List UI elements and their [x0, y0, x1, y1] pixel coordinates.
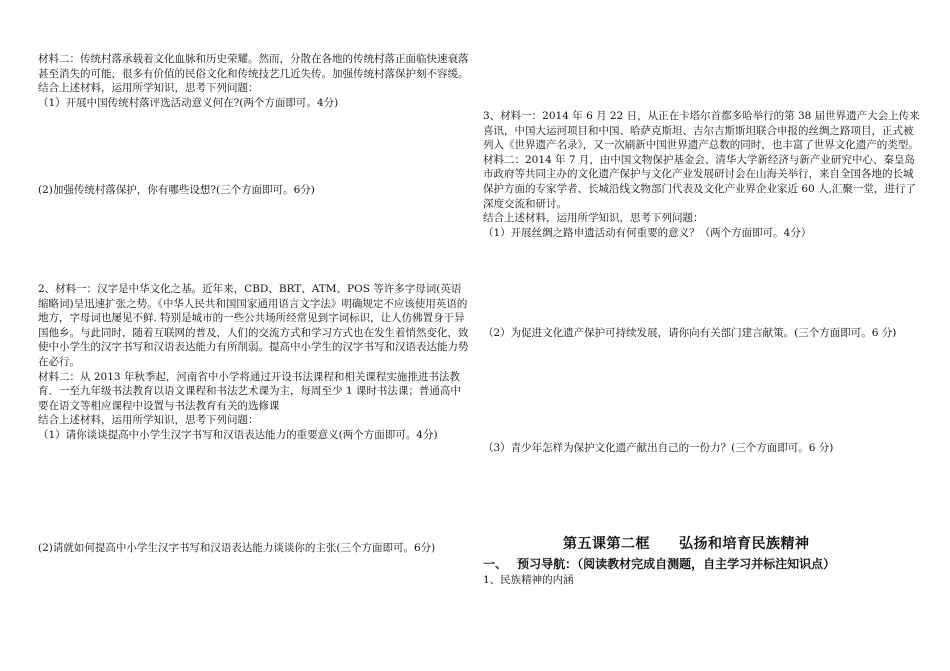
material-hanzi: 2、材料一：汉字是中华文化之基。近年来，CBD、BRT、ATM、POS 等许多字母词(英语缩略词)呈迅速扩张之势。《中华人民共和国国家通用语言文字法》明确规定不应该使用英语的地方，字母词也屡见不鲜. 特别是城市的一些公共场所经常见到字词标识，让人仿佛置身于异国他乡。与此同时，随着互联网的普及，人们的交流方式和学习方式也在发生着悄然变化，致使中小学生的汉字书写和汉语表达能力有所削弱。提高中小学生的汉字书写和汉语表达能力势在必行。 材料二：从 2013 年秋季起，河南省中小学将通过开设书法课程和相关课程实施推进书法教育．一至九年级书法教育以语文课程和书法艺术课为主，每周至少 1 课时书法课；普通高中要在语文等相应课程中设置与书法教育有关的选修课 结合上述材料，运用所学知识，思考下列问题： （1）请你谈谈提高中小学生汉字书写和汉语表达能力的重要意义(两个方面即可。4分) [38, 283, 469, 441]
material-heritage: 3、材料一：2014 年 6 月 22 日，从正在卡塔尔首都多哈举行的第 38 届世界遗产大会上传来喜讯，中国大运河项目和中国、哈萨克斯坦、吉尔吉斯斯坦联合申报的丝绸之路项目，正式被列入《世界遗产名录》，又一次刷新中国世界遗产总数的同时，也丰富了世界文化遗产的类型。 材料二：2014 年 7 月，由中国文物保护基金会、清华大学新经济与新产业研究中心、秦皇岛市政府等共同主办的文化遗产保护与文化产业发展研讨会在山海关举行，来自全国各地的长城保护方面的专家学者、长城沿线文物部门代表及文化产业界企业家近 60 人,汇聚一堂，进行了深度交流和研讨。 结合上述材料，运用所学知识，思考下列问题： （1）开展丝绸之路申遗活动有何重要的意义？（两个方面即可。4分） [483, 110, 920, 239]
question-heritage-3: （3）青少年怎样为保护文化遗产献出自己的一份力？(三个方面即可。6 分) [483, 442, 834, 454]
lesson-title: 第五课第二框 弘扬和培育民族精神 [563, 536, 810, 552]
question-hanzi-2: (2)请就如何提高中小学生汉字书写和汉语表达能力谈谈你的主张(三个方面即可。6分) [38, 542, 436, 554]
question-village-2: (2)加强传统村落保护，你有哪些设想?(三个方面即可。6分) [38, 184, 315, 196]
question-heritage-2: （2）为促进文化遗产保护可持续发展，请你向有关部门建言献策。(三个方面即可。6 分) [483, 327, 897, 339]
subsection-heading: 1、民族精神的内涵 [483, 574, 574, 586]
material-village: 材料二：传统村落承载着文化血脉和历史荣耀。然而，分散在各地的传统村落正面临快速衰落甚至消失的可能，很多有价值的民俗文化和传统技艺几近失传。加强传统村落保护刻不容缓。 结合上述材料，运用所学知识，思考下列问题： （1）开展中国传统村落评选活动意义何在?(两个方面即可。4分) [38, 53, 469, 109]
section-heading: 一、 预习导航：（阅读教材完成自测题，自主学习并标注知识点） [483, 557, 836, 571]
